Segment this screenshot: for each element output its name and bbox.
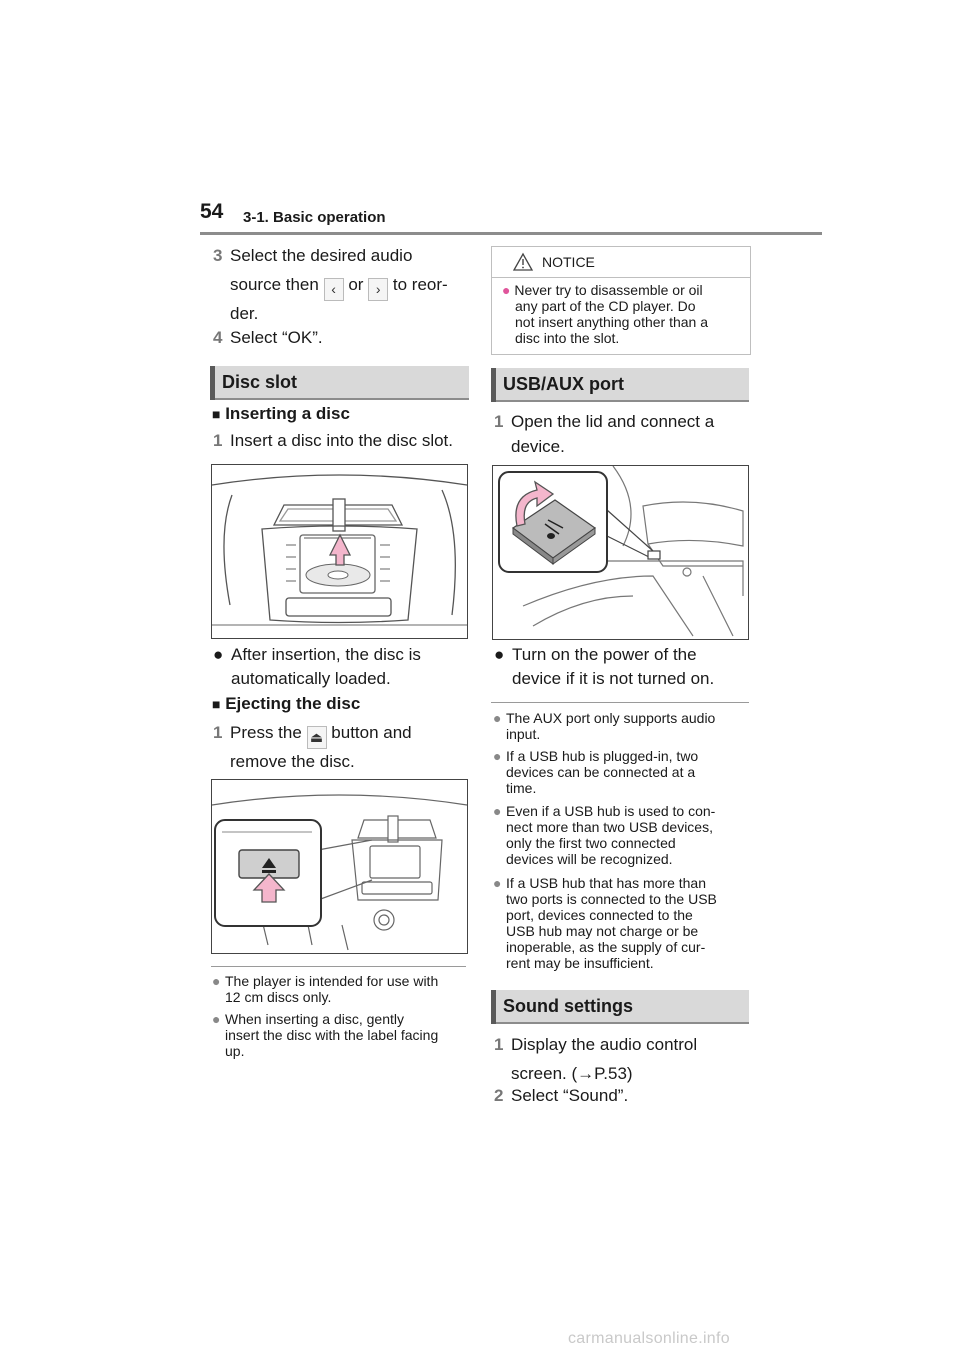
note-bullet-icon: ● (493, 710, 502, 726)
heading-text: Sound settings (503, 996, 633, 1016)
notice-text (492, 278, 750, 352)
notice-box (491, 246, 751, 355)
bullet-icon: ● (213, 645, 224, 664)
after-insertion-bullet (213, 643, 421, 691)
heading-text: USB/AUX port (503, 374, 624, 394)
step-number: 1 (213, 723, 223, 742)
notice-line: not insert anything other than a (515, 314, 709, 330)
notice-line: Never try to disassemble or oil (514, 282, 703, 298)
note-text: two ports is connected to the USB (506, 891, 717, 907)
heading-text: Disc slot (222, 372, 298, 392)
step-text: remove the disc. (230, 752, 355, 771)
sound-settings-heading (491, 990, 749, 1024)
note-text: devices can be connected at a (506, 764, 696, 780)
square-bullet-icon: ■ (212, 406, 221, 422)
bullet-text: Turn on the power of the (512, 645, 697, 664)
step-text: Select “OK”. (230, 328, 323, 347)
inserting-heading (212, 402, 350, 426)
note-bullet-icon: ● (212, 1011, 221, 1027)
step-text: source then (230, 275, 319, 294)
step-number: 1 (494, 1035, 504, 1054)
bullet-text: device if it is not turned on. (512, 669, 715, 688)
step-number: 1 (213, 431, 223, 450)
power-on-bullet (494, 643, 714, 691)
notice-header (492, 247, 750, 278)
usb-aux-heading (491, 368, 749, 402)
step-text: Press the (230, 723, 302, 742)
note-text: 12 cm discs only. (225, 989, 332, 1005)
sound-step-1 (494, 1032, 697, 1086)
step-text: Insert a disc into the disc slot. (230, 431, 453, 450)
bullet-text: After insertion, the disc is (231, 645, 421, 664)
note-usb-hub (493, 748, 753, 796)
step-text: Display the audio control (511, 1035, 698, 1054)
note-bullet-icon: ● (493, 748, 502, 764)
note-text: When inserting a disc, gently (225, 1011, 404, 1027)
note-bullet-icon: ● (212, 973, 221, 989)
watermark: carmanualsonline.info (568, 1330, 730, 1347)
note-text: insert the disc with the label facing (225, 1027, 439, 1043)
step-text: Select “Sound”. (511, 1086, 629, 1105)
step-text: der. (230, 304, 259, 323)
eject-step-1 (213, 720, 412, 774)
note-text: only the first two connected (506, 835, 676, 851)
note-bullet-icon: ● (493, 875, 502, 891)
step-number: 1 (494, 412, 504, 431)
step-text: to reor- (392, 275, 448, 294)
step-number: 2 (494, 1086, 504, 1105)
chevron-left-icon: ‹ (324, 278, 344, 301)
note-text: devices will be recognized. (506, 851, 673, 867)
step-3 (213, 243, 473, 326)
note-text: time. (506, 780, 537, 796)
note-text: up. (225, 1043, 245, 1059)
usb-port-illustration (492, 465, 749, 640)
ejecting-heading (212, 692, 360, 716)
disc-slot-illustration (211, 464, 468, 639)
chevron-right-icon: › (368, 278, 388, 301)
heading-text: Ejecting the disc (225, 694, 361, 713)
heading-text: Inserting a disc (225, 404, 350, 423)
note-hub-supply (493, 875, 753, 971)
bullet-text: automatically loaded. (231, 669, 391, 688)
note-text: port, devices connected to the (506, 907, 693, 923)
step-text: Select the desired audio (230, 246, 413, 265)
note-text: The AUX port only supports audio (506, 710, 716, 726)
note-text: Even if a USB hub is used to con- (506, 803, 716, 819)
note-bullet-icon: ● (493, 803, 502, 819)
notice-bullet-icon: ● (502, 282, 511, 298)
step-text: button and (331, 723, 412, 742)
warning-triangle-icon (512, 252, 534, 272)
disc-slot-heading (210, 366, 469, 400)
notice-line: any part of the CD player. Do (515, 298, 696, 314)
note-text: inoperable, as the supply of cur- (506, 939, 706, 955)
eject-icon: ⏏ (307, 726, 327, 749)
note-text: USB hub may not charge or be (506, 923, 699, 939)
notes-rule (211, 966, 466, 967)
notice-label: NOTICE (542, 254, 595, 270)
eject-button-illustration (211, 779, 468, 954)
square-bullet-icon: ■ (212, 696, 221, 712)
note-text: If a USB hub that has more than (506, 875, 707, 891)
step-text: Open the lid and connect a (511, 412, 715, 431)
header-rule (200, 232, 822, 235)
step-text: device. (511, 437, 565, 456)
step-text: or (348, 275, 364, 294)
note-text: input. (506, 726, 541, 742)
step-text: screen. (→P.53) (511, 1064, 633, 1083)
section-title: 3-1. Basic operation (243, 209, 386, 226)
usb-notes-rule (491, 702, 749, 703)
note-text: rent may be insufficient. (506, 955, 654, 971)
insert-step-1 (213, 428, 453, 453)
note-text: The player is intended for use with (225, 973, 439, 989)
note-aux-audio (493, 710, 753, 742)
note-two-devices (493, 803, 753, 867)
step-number: 3 (213, 246, 223, 265)
page-number: 54 (200, 200, 224, 223)
bullet-icon: ● (494, 645, 505, 664)
step-number: 4 (213, 328, 223, 347)
usb-step-1 (494, 409, 714, 459)
note-insert-gently (212, 1011, 470, 1059)
note-disc-size (212, 973, 470, 1005)
step-4 (213, 325, 323, 350)
notice-line: disc into the slot. (515, 330, 620, 346)
sound-step-2 (494, 1083, 628, 1108)
note-text: nect more than two USB devices, (506, 819, 713, 835)
note-text: If a USB hub is plugged-in, two (506, 748, 699, 764)
